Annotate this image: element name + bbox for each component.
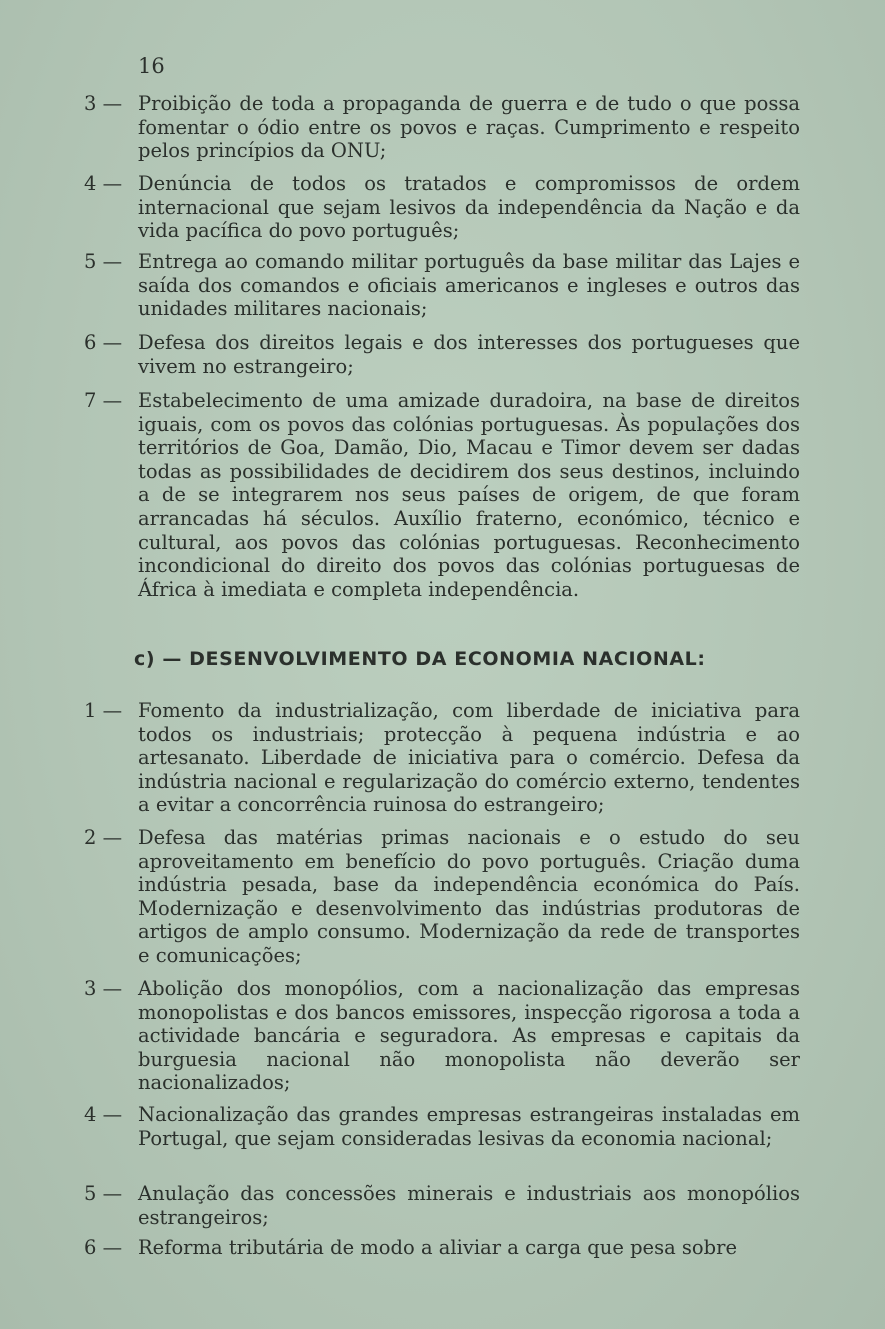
list-item — [84, 977, 800, 1095]
list-item — [84, 389, 800, 601]
item-text: Proibição de toda a propaganda de guerra e de tudo o que possa fomentar o ódio entre os povos e raças. Cumprimento e respeito pelos princípios da ONU; — [138, 92, 800, 163]
item-number: 7 — — [84, 389, 123, 412]
item-number: 6 — — [84, 331, 123, 354]
item-text: Denúncia de todos os tratados e compromissos de ordem internacional que sejam lesivos da independência da Nação e da vida pacífica do povo português; — [138, 172, 800, 243]
item-number: 4 — — [84, 1103, 123, 1126]
item-number: 1 — — [84, 699, 123, 722]
item-text: Reforma tributária de modo a aliviar a carga que pesa sobre — [138, 1236, 738, 1259]
list-item — [84, 250, 800, 321]
item-number: 5 — — [84, 250, 123, 273]
list-item — [84, 1103, 800, 1150]
list-item — [84, 699, 800, 817]
item-text: Fomento da industrialização, com liberdade de iniciativa para todos os industriais; protecção à pequena indústria e ao artesanato. Liberdade de iniciativa para o comércio. Defesa da indústria nacional e regularização do comércio externo, tendentes a evitar a concorrência ruinosa do estrangeiro; — [138, 699, 800, 817]
item-number: 2 — — [84, 826, 123, 849]
item-text: Estabelecimento de uma amizade duradoira, na base de direitos iguais, com os povos das colónias portuguesas. Às populações dos territórios de Goa, Damão, Dio, Macau e Timor devem ser dadas todas as possibilidades de decidirem dos seus destinos, incluindo a de se integrarem nos seus países de origem, de que foram arrancadas há séculos. Auxílio fraterno, económico, técnico e cultural, aos povos das colónias portuguesas. Reconhecimento incondicional do direito dos povos das colónias portuguesas de África à imediata e completa independência. — [138, 389, 800, 601]
list-item — [84, 331, 800, 378]
item-number: 4 — — [84, 172, 123, 195]
item-text: Entrega ao comando militar português da base militar das Lajes e saída dos comandos e oficiais americanos e ingleses e outros das unidades militares nacionais; — [138, 250, 800, 321]
item-number: 6 — — [84, 1236, 123, 1259]
section-heading: c) — DESENVOLVIMENTO DA ECONOMIA NACIONAL: — [134, 648, 706, 670]
item-number: 3 — — [84, 92, 123, 115]
list-item — [84, 1236, 800, 1260]
item-text: Nacionalização das grandes empresas estrangeiras instaladas em Portugal, que sejam consideradas lesivas da economia nacional; — [138, 1103, 800, 1150]
item-text: Defesa dos direitos legais e dos interesses dos portugueses que vivem no estrangeiro; — [138, 331, 800, 378]
list-item — [84, 826, 800, 968]
list-item — [84, 1182, 800, 1229]
page-number: 16 — [138, 54, 165, 78]
list-item — [84, 92, 800, 163]
item-number: 3 — — [84, 977, 123, 1000]
item-text: Anulação das concessões minerais e industriais aos monopólios estrangeiros; — [138, 1182, 800, 1229]
item-number: 5 — — [84, 1182, 123, 1205]
item-text: Defesa das matérias primas nacionais e o estudo do seu aproveitamento em benefício do povo português. Criação duma indústria pesada, base da independência económica do País. Modernização e desenvolvimento das indústrias produtoras de artigos de amplo consumo. Modernização da rede de transportes e comunicações; — [138, 826, 800, 967]
list-item — [84, 172, 800, 243]
item-text: Abolição dos monopólios, com a nacionalização das empresas monopolistas e dos bancos emissores, inspecção rigorosa a toda a actividade bancária e seguradora. As empresas e capitais da burguesia nacional não monopolista não deverão ser nacionalizados; — [138, 977, 800, 1095]
